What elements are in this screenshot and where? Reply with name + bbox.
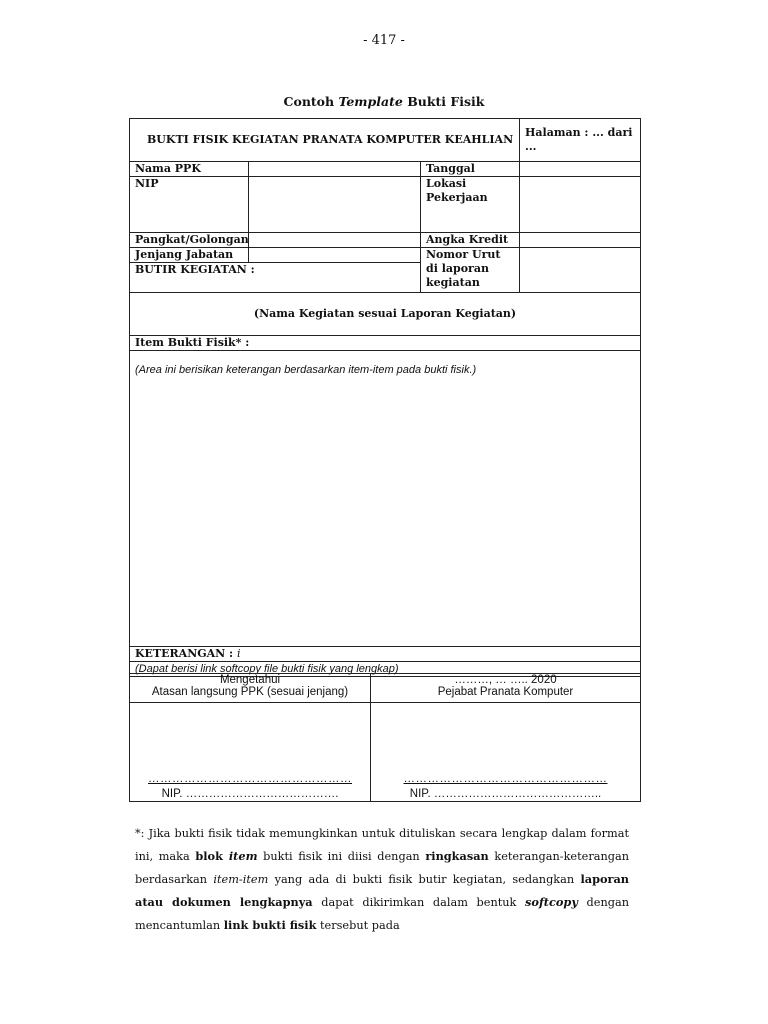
page-counter: Halaman : ... dari ... — [520, 119, 641, 162]
date-placeholder: ………, … ….. 2020 — [454, 674, 557, 686]
label-nama-ppk: Nama PPK — [130, 162, 249, 177]
footnote-bold-3: laporan atau dokumen lengkapnya — [135, 872, 629, 909]
footnote-text-4: yang ada di bukti fisik butir kegiatan, sedangkan — [268, 873, 581, 886]
title-suffix: Bukti Fisik — [402, 94, 485, 109]
value-lokasi — [520, 177, 641, 233]
keterangan-mark: i — [236, 647, 241, 660]
footnote-bold-2: ringkasan — [425, 849, 489, 863]
label-keterangan — [130, 647, 641, 662]
signature-table — [129, 673, 641, 802]
value-pangkat — [249, 233, 421, 248]
footnote-bold-italic-1: item — [228, 849, 258, 863]
form-header-title: BUKTI FISIK KEGIATAN PRANATA KOMPUTER KEAHLIAN — [130, 119, 520, 162]
value-angka-kredit — [520, 233, 641, 248]
value-nama-ppk — [249, 162, 421, 177]
right-signature-box — [371, 703, 641, 802]
evidence-area-note: (Area ini berisikan keterangan berdasarkan item-item pada bukti fisik.) — [130, 351, 641, 647]
atasan-label: Atasan langsung PPK (sesuai jenjang) — [151, 686, 349, 698]
footnote-paragraph — [135, 822, 629, 937]
label-tanggal: Tanggal — [421, 162, 520, 177]
keterangan-text: KETERANGAN : — [135, 647, 237, 660]
footnote-text-2: bukti fisik ini diisi dengan — [257, 850, 426, 863]
title-italic: Template — [338, 94, 403, 109]
label-nomor-urut: Nomor Urut di laporan kegiatan — [421, 248, 520, 293]
document-title — [0, 94, 768, 109]
right-nip: NIP. …………………………………….. — [409, 788, 602, 800]
footnote-text-7: tersebut pada — [316, 919, 400, 932]
footnote-italic-1: item-item — [213, 873, 269, 886]
left-nip: NIP. …………………………………. — [161, 788, 339, 800]
left-signature-header — [130, 674, 371, 703]
pejabat-label: Pejabat Pranata Komputer — [437, 686, 574, 698]
footnote-bold-4: link bukti fisik — [223, 918, 317, 932]
value-tanggal — [520, 162, 641, 177]
value-nomor-urut — [520, 248, 641, 293]
label-jenjang: Jenjang Jabatan — [130, 248, 249, 263]
value-nip — [249, 177, 421, 233]
footnote-text-1: *: Jika bukti fisik tidak memungkinkan untuk dituliskan secara lengkap dalam format ini, maka — [135, 827, 629, 863]
label-lokasi: Lokasi Pekerjaan — [421, 177, 520, 233]
activity-name: (Nama Kegiatan sesuai Laporan Kegiatan) — [130, 293, 641, 336]
right-signature-header — [371, 674, 641, 703]
right-signature-line: …………………………………………… — [403, 773, 608, 785]
title-prefix: Contoh — [283, 94, 339, 109]
label-pangkat: Pangkat/Golongan — [130, 233, 249, 248]
value-jenjang — [249, 248, 421, 263]
left-signature-line: …………………………………………… — [148, 773, 352, 785]
mengetahui-label: Mengetahui — [219, 674, 281, 686]
page-number: - 417 - — [363, 33, 405, 48]
evidence-form — [129, 118, 641, 677]
label-angka-kredit: Angka Kredit — [421, 233, 520, 248]
footnote-text-3: keterangan-keterangan berdasarkan — [135, 850, 629, 886]
footnote-bold-italic-2: softcopy — [525, 895, 578, 909]
left-signature-box — [130, 703, 371, 802]
label-nip: NIP — [130, 177, 249, 233]
footnote-text-5: dapat dikirimkan dalam bentuk — [312, 896, 526, 909]
footnote-bold-1: blok — [195, 849, 229, 863]
keterangan-note: (Dapat berisi link softcopy file bukti fisik yang lengkap) — [130, 662, 641, 677]
footnote-text-6: dengan mencantumlan — [135, 896, 629, 932]
label-item-bukti-fisik: Item Bukti Fisik* : — [130, 336, 641, 351]
label-butir-kegiatan: BUTIR KEGIATAN : — [130, 263, 421, 293]
